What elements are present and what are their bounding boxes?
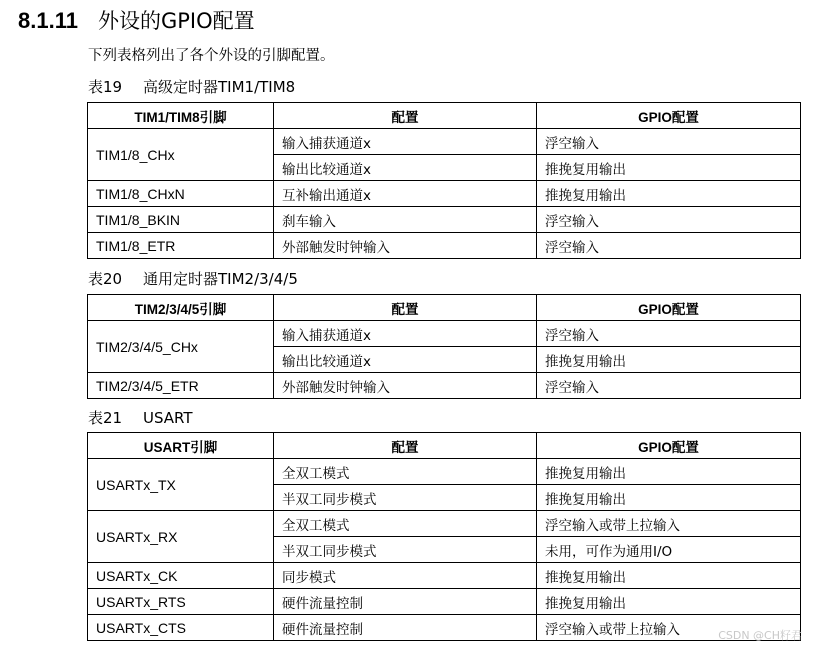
config-cell: 同步模式 [274, 563, 537, 589]
section-number: 8.1.11 [18, 8, 78, 33]
gpio-config-cell: 浮空输入 [537, 207, 801, 233]
pin-name-cell: USARTx_RX [88, 511, 274, 563]
pin-name-cell: USARTx_CK [88, 563, 274, 589]
csdn-watermark: CSDN @CH籽君 [718, 629, 802, 642]
config-cell: 半双工同步模式 [274, 485, 537, 511]
pin-name-cell: TIM1/8_CHxN [88, 181, 274, 207]
gpio-config-cell: 推挽复用输出 [537, 589, 801, 615]
pin-name-cell: TIM2/3/4/5_ETR [88, 373, 274, 399]
column-header-gpio: GPIO配置 [537, 433, 801, 459]
column-header-config: 配置 [274, 433, 537, 459]
gpio-config-cell: 推挽复用输出 [537, 181, 801, 207]
gpio-config-cell: 推挽复用输出 [537, 155, 801, 181]
table-caption-number: 表20 [88, 270, 123, 288]
config-cell: 全双工模式 [274, 459, 537, 485]
gpio-config-cell: 推挽复用输出 [537, 485, 801, 511]
table-row [88, 321, 801, 347]
gpio-config-cell: 浮空输入 [537, 321, 801, 347]
gpio-config-cell: 推挽复用输出 [537, 347, 801, 373]
intro-paragraph: 下列表格列出了各个外设的引脚配置。 [88, 48, 335, 64]
table-row [88, 615, 801, 641]
section-title: 外设的GPIO配置 [97, 9, 255, 33]
table-caption-title: 通用定时器TIM2/3/4/5 [143, 270, 298, 288]
pin-name-cell: TIM1/8_ETR [88, 233, 274, 259]
config-cell: 外部触发时钟输入 [274, 233, 537, 259]
gpio-config-cell: 未用，可作为通用I/O [537, 537, 801, 563]
column-header-gpio: GPIO配置 [537, 295, 801, 321]
config-cell: 输出比较通道x [274, 155, 537, 181]
table-row [88, 233, 801, 259]
table-caption-number: 表21 [88, 409, 123, 427]
gpio-config-cell: 推挽复用输出 [537, 459, 801, 485]
table-row [88, 589, 801, 615]
table-caption-title: 高级定时器TIM1/TIM8 [143, 78, 296, 96]
gpio-config-cell: 浮空输入 [537, 233, 801, 259]
config-cell: 输出比较通道x [274, 347, 537, 373]
column-header-pin: TIM1/TIM8引脚 [88, 103, 274, 129]
table-caption-title: USART [143, 409, 193, 427]
gpio-config-cell: 浮空输入 [537, 129, 801, 155]
config-cell: 互补输出通道x [274, 181, 537, 207]
table-usart [87, 432, 801, 641]
pin-name-cell: TIM2/3/4/5_CHx [88, 321, 274, 373]
config-cell: 输入捕获通道x [274, 129, 537, 155]
pin-name-cell: USARTx_RTS [88, 589, 274, 615]
table-tim2-5 [87, 294, 801, 399]
config-cell: 硬件流量控制 [274, 589, 537, 615]
column-header-config: 配置 [274, 295, 537, 321]
pin-name-cell: USARTx_CTS [88, 615, 274, 641]
table-row [88, 459, 801, 485]
table-row [88, 511, 801, 537]
gpio-config-cell: 浮空输入 [537, 373, 801, 399]
pin-name-cell: USARTx_TX [88, 459, 274, 511]
table-row [88, 181, 801, 207]
pin-name-cell: TIM1/8_CHx [88, 129, 274, 181]
column-header-pin: USART引脚 [88, 433, 274, 459]
config-cell: 硬件流量控制 [274, 615, 537, 641]
pin-name-cell: TIM1/8_BKIN [88, 207, 274, 233]
gpio-config-cell: 推挽复用输出 [537, 563, 801, 589]
gpio-config-cell: 浮空输入或带上拉输入 [537, 615, 801, 641]
section-heading [18, 5, 255, 37]
config-cell: 全双工模式 [274, 511, 537, 537]
column-header-pin: TIM2/3/4/5引脚 [88, 295, 274, 321]
table-caption-21 [88, 407, 193, 428]
config-cell: 外部触发时钟输入 [274, 373, 537, 399]
config-cell: 输入捕获通道x [274, 321, 537, 347]
column-header-config: 配置 [274, 103, 537, 129]
table-caption-number: 表19 [88, 78, 123, 96]
table-row [88, 563, 801, 589]
column-header-gpio: GPIO配置 [537, 103, 801, 129]
table-tim1-tim8 [87, 102, 801, 259]
config-cell: 半双工同步模式 [274, 537, 537, 563]
table-caption-20 [88, 268, 298, 289]
table-caption-19 [88, 76, 295, 97]
config-cell: 刹车输入 [274, 207, 537, 233]
table-row [88, 129, 801, 155]
table-row [88, 373, 801, 399]
table-row [88, 207, 801, 233]
gpio-config-cell: 浮空输入或带上拉输入 [537, 511, 801, 537]
